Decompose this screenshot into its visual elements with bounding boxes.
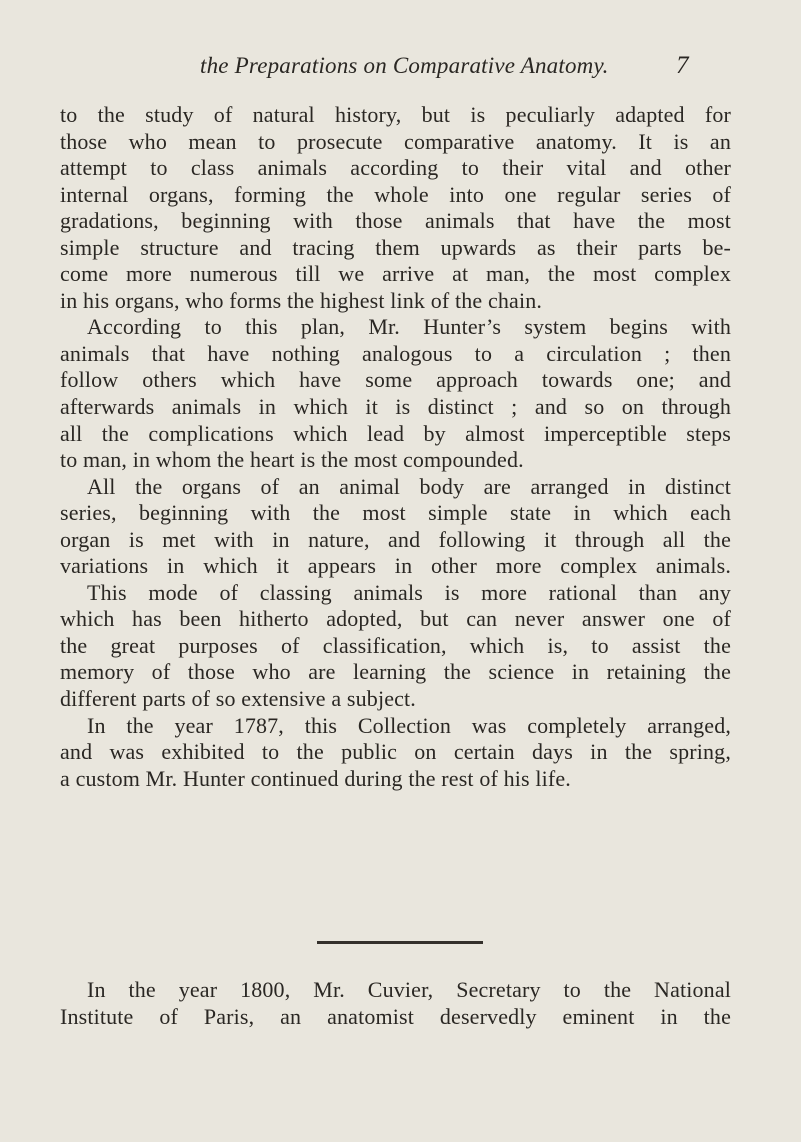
section-divider-rule (317, 941, 483, 944)
paragraph-line: According to this plan, Mr. Hunter’s system begins with (87, 314, 731, 340)
paragraph-line: attempt to class animals according to their vital and other (60, 155, 731, 181)
paragraph-line: simple structure and tracing them upwards as their parts be- (60, 234, 731, 260)
running-head-title: the Preparations on Comparative Anatomy. (200, 53, 609, 78)
paragraph-line: animals that have nothing analogous to a circulation ; then (60, 340, 731, 366)
paragraph-line: in his organs, who forms the highest link of the chain. (60, 287, 543, 313)
paragraph-line: the great purposes of classification, which is, to assist the (60, 632, 731, 658)
paragraph-line: In the year 1787, this Collection was completely arranged, (87, 712, 731, 738)
paragraph-line: series, beginning with the most simple state in which each (60, 500, 731, 526)
continued-text (60, 977, 731, 1030)
paragraph-line: and was exhibited to the public on certain days in the spring, (60, 739, 731, 765)
paragraph-line: a custom Mr. Hunter continued during the rest of his life. (60, 765, 571, 791)
page-number: 7 (676, 52, 689, 79)
paragraph-line: to the study of natural history, but is peculiarly adapted for (60, 102, 731, 127)
paragraph-line: organ is met with in nature, and following it through all the (60, 526, 731, 552)
paragraph-line: afterwards animals in which it is distinct ; and so on through (60, 394, 731, 420)
paragraph-line: In the year 1800, Mr. Cuvier, Secretary to the National (87, 977, 731, 1002)
paragraph-line: come more numerous till we arrive at man, the most complex (60, 261, 731, 287)
main-text (60, 102, 731, 792)
paragraph-line: variations in which it appears in other more complex animals. (60, 553, 731, 579)
paragraph-line: follow others which have some approach towards one; and (60, 367, 731, 393)
paragraph-line: Institute of Paris, an anatomist deservedly eminent in the (60, 1003, 731, 1029)
paragraph-line: gradations, beginning with those animals that have the most (60, 208, 731, 234)
paragraph-line: those who mean to prosecute comparative anatomy. It is an (60, 128, 731, 154)
paragraph-line: memory of those who are learning the science in retaining the (60, 659, 731, 685)
paragraph-line: different parts of so extensive a subject. (60, 686, 416, 712)
paragraph-line: all the complications which lead by almost imperceptible steps (60, 420, 731, 446)
paragraph-line: which has been hitherto adopted, but can never answer one of (60, 606, 731, 632)
paragraph-line: to man, in whom the heart is the most compounded. (60, 447, 524, 473)
paragraph-line: internal organs, forming the whole into one regular series of (60, 181, 731, 207)
paragraph-line: All the organs of an animal body are arranged in distinct (87, 473, 731, 499)
paragraph-line: This mode of classing animals is more rational than any (87, 579, 731, 605)
